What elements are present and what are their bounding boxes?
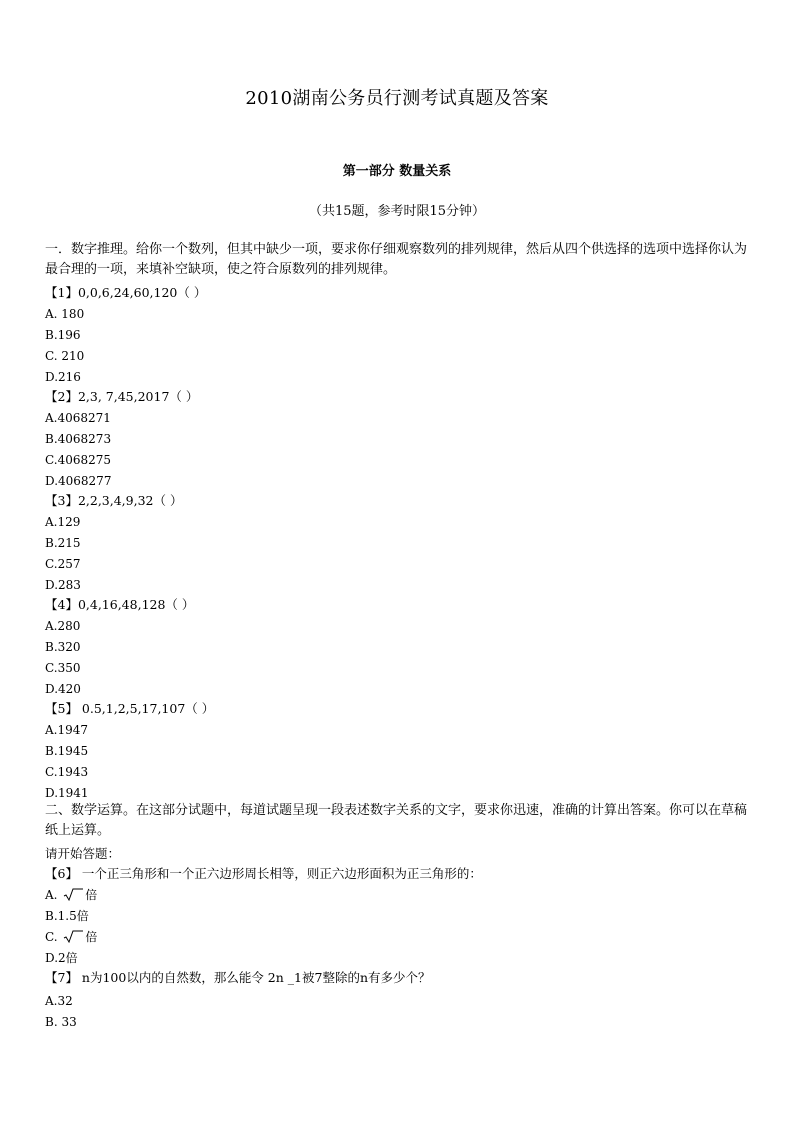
square-root-symbol bbox=[63, 930, 83, 942]
question-7-option-a: A.32 bbox=[45, 994, 73, 1008]
section-note: （共15题，参考时限15分钟） bbox=[308, 204, 486, 219]
question-6-option-d: D.2倍 bbox=[45, 951, 78, 965]
question-4-option-a: A.280 bbox=[45, 619, 81, 633]
question-2-stem: 【2】2,3, 7,45,2017（ ） bbox=[45, 389, 199, 404]
question-3-option-d: D.283 bbox=[45, 578, 81, 592]
option-a-prefix: A. bbox=[45, 888, 62, 902]
question-2-option-d: D.4068277 bbox=[45, 474, 112, 488]
question-1-option-a: A. 180 bbox=[45, 307, 85, 321]
option-c-suffix: 倍 bbox=[85, 930, 98, 944]
document-title: 2010湖南公务员行测考试真题及答案 bbox=[245, 88, 549, 109]
question-6-option-c bbox=[45, 929, 97, 945]
part1-intro: 一．数字推理。给你一个数列，但其中缺少一项，要求你仔细观察数列的排列规律，然后从四个供选择的选项中选择你认为最合理的一项，来填补空缺项，使之符合原数列的排列规律。 bbox=[45, 242, 748, 277]
question-1-stem: 【1】0,0,6,24,60,120（ ） bbox=[45, 285, 207, 300]
part2-intro: 二、数学运算。在这部分试题中，每道试题呈现一段表述数字关系的文字，要求你迅速，准确的计算出答案。你可以在草稿纸上运算。 bbox=[45, 803, 748, 838]
question-2-option-c: C.4068275 bbox=[45, 453, 112, 467]
question-6-stem: 【6】 一个正三角形和一个正六边形周长相等，则正六边形面积为正三角形的： bbox=[45, 866, 482, 881]
question-4-option-c: C.350 bbox=[45, 661, 81, 675]
square-root-symbol bbox=[63, 888, 83, 900]
question-1-option-c: C. 210 bbox=[45, 349, 85, 363]
section-title: 第一部分 数量关系 bbox=[342, 164, 452, 179]
question-2-option-a: A.4068271 bbox=[45, 411, 111, 425]
question-7-stem: 【7】 n为100以内的自然数，那么能令 2n _1被7整除的n有多少个？ bbox=[45, 970, 431, 985]
question-3-stem: 【3】2,2,3,4,9,32（ ） bbox=[45, 493, 183, 508]
question-4-option-b: B.320 bbox=[45, 640, 81, 654]
question-2-option-b: B.4068273 bbox=[45, 432, 112, 446]
question-3-option-c: C.257 bbox=[45, 557, 81, 571]
question-1-option-d: D.216 bbox=[45, 370, 81, 384]
question-5-option-c: C.1943 bbox=[45, 765, 89, 779]
question-1-option-b: B.196 bbox=[45, 328, 81, 342]
question-3-option-b: B.215 bbox=[45, 536, 81, 550]
question-5-option-b: B.1945 bbox=[45, 744, 89, 758]
start-label: 请开始答题： bbox=[45, 846, 121, 861]
option-a-suffix: 倍 bbox=[85, 888, 98, 902]
option-c-prefix: C. bbox=[45, 930, 62, 944]
question-6-option-a bbox=[45, 887, 97, 903]
question-6-option-b: B.1.5倍 bbox=[45, 909, 89, 923]
question-4-option-d: D.420 bbox=[45, 682, 81, 696]
question-7-option-b: B. 33 bbox=[45, 1015, 77, 1029]
question-5-option-d: D.1941 bbox=[45, 786, 89, 800]
question-4-stem: 【4】0,4,16,48,128（ ） bbox=[45, 597, 195, 612]
question-5-option-a: A.1947 bbox=[45, 723, 89, 737]
question-5-stem: 【5】 0.5,1,2,5,17,107（ ） bbox=[45, 701, 215, 716]
question-3-option-a: A.129 bbox=[45, 515, 81, 529]
